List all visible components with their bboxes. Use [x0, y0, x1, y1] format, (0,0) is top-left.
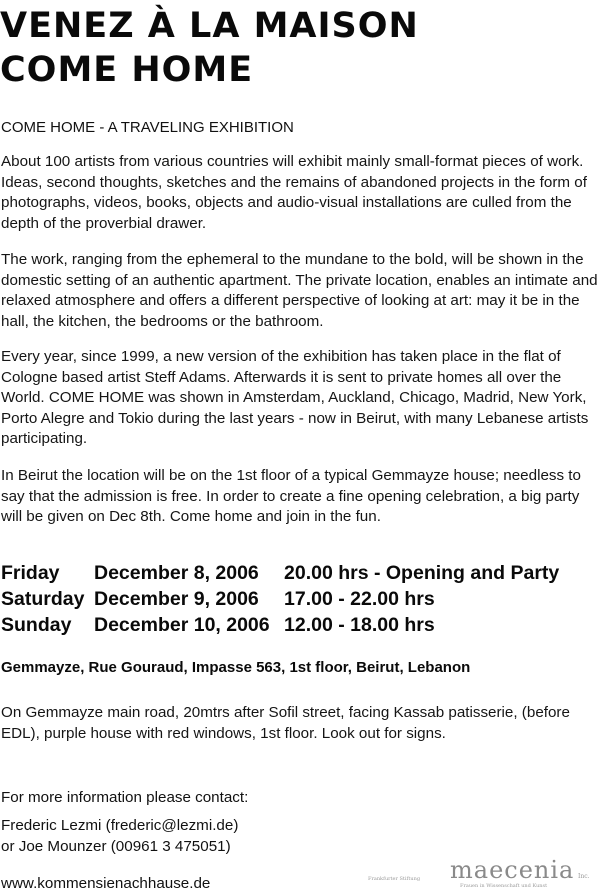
paragraph-setting: The work, ranging from the ephemeral to the mundane to the bold, will be shown in the domestic setting of an authentic apartment. The private location, enables an intimate and relaxed atmosphere and offers a different perspective of looking at art: may it be in the hall, the kitchen, the bedrooms or the bathroom.: [1, 251, 598, 330]
exhibition-subtitle: COME HOME - A TRAVELING EXHIBITION: [1, 119, 294, 136]
logo-suffix: Frauen in Wissenschaft und Kunst: [460, 883, 548, 889]
schedule-day: Saturday: [1, 588, 85, 610]
title-line-english: COME HOME: [0, 50, 254, 90]
schedule-date: December 9, 2006: [94, 588, 259, 610]
page-title: [0, 4, 419, 92]
contact-person-joe: or Joe Mounzer (00961 3 475051): [1, 838, 231, 855]
schedule-day: Friday: [1, 562, 60, 584]
logo-mark: Inc.: [578, 873, 590, 880]
schedule-date: December 8, 2006: [94, 562, 259, 584]
title-line-french: VENEZ À LA MAISON: [0, 6, 419, 46]
schedule-date: December 10, 2006: [94, 614, 270, 636]
schedule-time: 12.00 - 18.00 hrs: [284, 614, 435, 636]
maecenia-logo: [366, 856, 596, 890]
paragraph-beirut: In Beirut the location will be on the 1st floor of a typical Gemmayze house; needless to say that the admission is free. In order to create a fine opening celebration, a big party will be given on Dec 8th. Come home and join in the fun.: [1, 467, 581, 526]
contact-list: [1, 815, 238, 857]
paragraph-history: Every year, since 1999, a new version of the exhibition has taken place in the flat of Cologne based artist Steff Adams. Afterwards it is sent to private homes all over the World. COME HOME was shown in Amsterdam, Auckland, Chicago, Madrid, New York, Porto Alegre and Tokio during the last years - now in Beirut, with many Lebanese artists participating.: [1, 348, 589, 448]
schedule-time: 20.00 hrs - Opening and Party: [284, 562, 560, 584]
website-link[interactable]: www.kommensienachhause.de: [1, 875, 211, 892]
logo-wordmark: maecenia: [450, 856, 575, 884]
contact-heading: For more information please contact:: [1, 789, 249, 806]
contact-person-frederic: Frederic Lezmi (frederic@lezmi.de): [1, 817, 239, 834]
schedule-day: Sunday: [1, 614, 72, 636]
paragraph-artists: About 100 artists from various countries will exhibit mainly small-format pieces of work. Ideas, second thoughts, sketches and the remains of abandoned projects in the form of photographs, videos, books, objects and audio-visual installations are culled from the depth of the proverbial drawer.: [1, 153, 587, 232]
venue-address: Gemmayze, Rue Gouraud, Impasse 563, 1st floor, Beirut, Lebanon: [1, 659, 471, 676]
paragraph-directions: On Gemmayze main road, 20mtrs after Sofil street, facing Kassab patisserie, (before EDL), purple house with red windows, 1st floor. Look out for signs.: [1, 704, 570, 742]
logo-prefix: Frankfurter Stiftung: [368, 876, 421, 882]
schedule-time: 17.00 - 22.00 hrs: [284, 588, 435, 610]
